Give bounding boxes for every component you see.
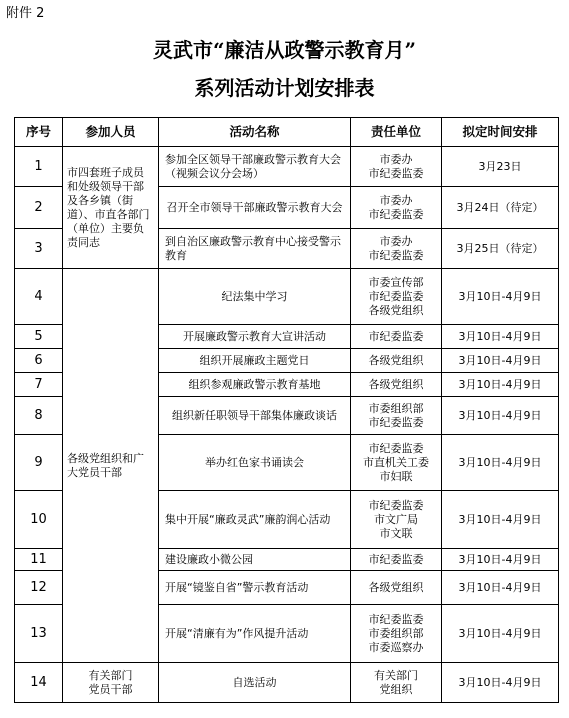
row-activity: 自选活动 [159,663,351,703]
row-unit [351,269,442,325]
row-activity: 参加全区领导干部廉政警示教育大会 （视频会议分会场） [159,147,351,187]
row-unit [351,549,442,571]
unit-line: 市委组织部 [368,401,424,415]
unit-line: 市委办 [379,152,413,166]
row-time: 3月10日-4月9日 [442,605,559,663]
unit-line: 市妇联 [379,469,413,483]
row-unit [351,229,442,269]
row-unit [351,435,442,491]
row-activity: 开展廉政警示教育大宣讲活动 [159,325,351,349]
row-seq: 12 [15,571,63,605]
unit-line: 市纪委监委 [368,166,424,180]
row-seq: 7 [15,373,63,397]
unit-line: 市委办 [379,193,413,207]
header-activity: 活动名称 [159,118,351,147]
table-row [15,269,559,325]
unit-line: 市文联 [379,526,413,540]
row-unit [351,373,442,397]
row-unit [351,491,442,549]
participants-line: 有关部门 [88,668,133,682]
unit-line: 市纪委监委 [368,415,424,429]
table-row [15,147,559,187]
unit-line: 各级党组织 [368,580,424,594]
row-activity: 组织参观廉政警示教育基地 [159,373,351,397]
row-time: 3月10日-4月9日 [442,663,559,703]
row-unit [351,571,442,605]
row-unit [351,147,442,187]
row-time: 3月10日-4月9日 [442,397,559,435]
unit-line: 市纪委监委 [368,289,424,303]
row-time: 3月25日（待定） [442,229,559,269]
row-activity: 集中开展“廉政灵武”廉韵润心活动 [159,491,351,549]
unit-line: 市文广局 [374,512,418,526]
row-unit [351,349,442,373]
unit-line: 市委宣传部 [368,275,424,289]
row-seq: 13 [15,605,63,663]
row-seq: 1 [15,147,63,187]
unit-line: 市纪委监委 [368,612,424,626]
row-seq: 2 [15,187,63,229]
participants-group1: 市四套班子成员和处级领导干部及各乡镇（街道）、市直各部门（单位）主要负责同志 [63,147,159,269]
unit-line: 各级党组织 [368,377,424,391]
participants-line: 党员干部 [88,682,133,696]
row-time: 3月23日 [442,147,559,187]
row-activity: 举办红色家书诵读会 [159,435,351,491]
unit-line: 市委办 [379,234,413,248]
row-unit [351,325,442,349]
unit-line: 各级党组织 [368,303,424,317]
row-time: 3月24日（待定） [442,187,559,229]
row-unit [351,187,442,229]
row-activity: 组织开展廉政主题党日 [159,349,351,373]
row-seq: 9 [15,435,63,491]
row-activity: 开展“清廉有为”作风提升活动 [159,605,351,663]
participants-group3 [63,663,159,703]
row-activity: 纪法集中学习 [159,269,351,325]
document-title-line2: 系列活动计划安排表 [194,76,375,100]
unit-line: 有关部门 [374,668,418,682]
header-participants: 参加人员 [63,118,159,147]
document-title-line1: 灵武市“廉洁从政警示教育月” [152,38,416,62]
row-seq: 14 [15,663,63,703]
attachment-label: 附件 2 [6,6,45,21]
row-activity: 组织新任职领导干部集体廉政谈话 [159,397,351,435]
row-seq: 4 [15,269,63,325]
row-seq: 5 [15,325,63,349]
row-seq: 6 [15,349,63,373]
row-activity: 开展“镜鉴自省”警示教育活动 [159,571,351,605]
row-time: 3月10日-4月9日 [442,491,559,549]
row-seq: 11 [15,549,63,571]
unit-line: 市纪委监委 [368,248,424,262]
unit-line: 市纪委监委 [368,207,424,221]
unit-line: 市纪委监委 [368,552,424,566]
row-unit [351,397,442,435]
header-unit: 责任单位 [351,118,442,147]
unit-line: 市纪委监委 [368,498,424,512]
activity-schedule-table [14,117,559,703]
header-seq: 序号 [15,118,63,147]
row-unit [351,663,442,703]
unit-line: 市直机关工委 [363,455,429,469]
unit-line: 各级党组织 [368,353,424,367]
row-time: 3月10日-4月9日 [442,571,559,605]
row-time: 3月10日-4月9日 [442,325,559,349]
row-unit [351,605,442,663]
row-time: 3月10日-4月9日 [442,549,559,571]
unit-line: 市委组织部 [368,626,424,640]
header-time: 拟定时间安排 [442,118,559,147]
unit-line: 市纪委监委 [368,441,424,455]
row-time: 3月10日-4月9日 [442,373,559,397]
row-time: 3月10日-4月9日 [442,269,559,325]
row-activity: 到自治区廉政警示教育中心接受警示教育 [159,229,351,269]
row-activity: 建设廉政小微公园 [159,549,351,571]
table-header-row [15,118,559,147]
row-seq: 8 [15,397,63,435]
row-seq: 3 [15,229,63,269]
table-row [15,663,559,703]
participants-group2: 各级党组织和广大党员干部 [63,269,159,663]
unit-line: 市纪委监委 [368,329,424,343]
unit-line: 市委巡察办 [368,640,424,654]
row-seq: 10 [15,491,63,549]
row-time: 3月10日-4月9日 [442,435,559,491]
unit-line: 党组织 [379,682,413,696]
row-time: 3月10日-4月9日 [442,349,559,373]
row-activity: 召开全市领导干部廉政警示教育大会 [159,187,351,229]
